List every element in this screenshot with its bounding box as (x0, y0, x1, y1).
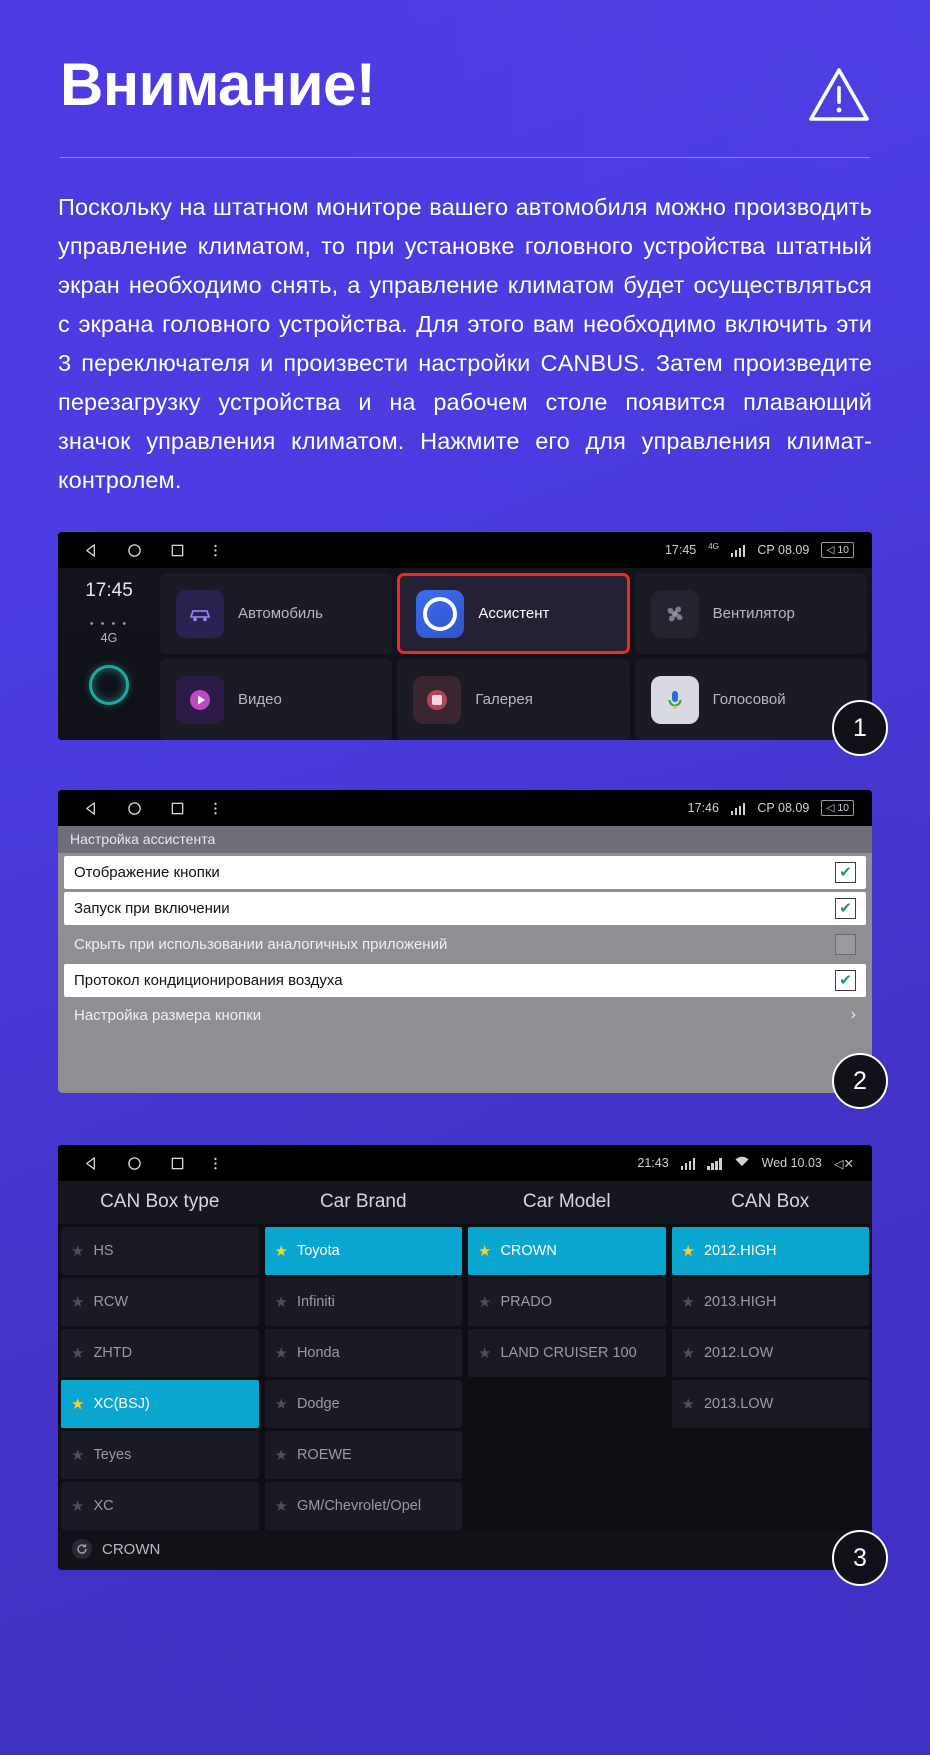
header-divider (60, 157, 870, 158)
list-item[interactable] (672, 1380, 870, 1428)
list-item[interactable] (61, 1329, 259, 1377)
list-item-label: XC (93, 1498, 114, 1514)
list-item[interactable] (61, 1431, 259, 1479)
assistant-settings-list (58, 826, 872, 1093)
tile-label: Видео (238, 691, 282, 708)
back-icon[interactable] (84, 543, 99, 558)
list-item-label: 2012.LOW (703, 1345, 774, 1361)
star-icon: ★ (71, 1395, 85, 1413)
list-item-label: ROEWE (296, 1447, 352, 1463)
tile-label: Ассистент (478, 605, 550, 622)
step-badge-2: 2 (832, 1053, 888, 1109)
screenshot-assistant-settings (58, 790, 872, 1093)
canbus-footer (58, 1530, 872, 1570)
setting-row-display-button[interactable] (64, 856, 866, 889)
step-badge-1: 1 (832, 700, 888, 756)
statusbar-1 (58, 532, 872, 568)
home-icon[interactable] (127, 543, 142, 558)
star-icon: ★ (681, 1293, 695, 1311)
column-header-can-box-type: CAN Box type (100, 1191, 220, 1212)
list-item[interactable] (672, 1278, 870, 1326)
battery-indicator: ◁ 10 (821, 800, 854, 816)
list-item[interactable] (265, 1482, 463, 1530)
wifi-icon (734, 1155, 750, 1171)
canbus-footer-label: CROWN (102, 1540, 161, 1558)
list-item-label: Honda (296, 1345, 340, 1361)
column-header-can-box: CAN Box (731, 1191, 810, 1212)
home-icon[interactable] (127, 1156, 142, 1171)
status-time: 17:46 (687, 801, 719, 815)
star-icon: ★ (681, 1242, 695, 1260)
body-paragraph: Поскольку на штатном мониторе вашего автомобиля можно производить управление климатом, то при установке головного устройства штатный экран необходимо снять, а управление климатом будет осуществляться с экрана головного устройства. Для этого вам необходимо включить эти 3 переключателя и произвести настройки CANBUS. Затем произведите перезагрузку устройства и на рабочем столе появится плавающий значок управления климатом. Нажмите его для управления климат-контролем. (58, 194, 872, 493)
more-options-icon[interactable] (213, 1156, 218, 1171)
tile-assistent[interactable] (397, 573, 629, 654)
list-item-empty (468, 1431, 666, 1479)
tile-video[interactable] (160, 659, 392, 740)
gallery-icon (413, 676, 461, 724)
home-icon[interactable] (127, 801, 142, 816)
star-icon: ★ (478, 1242, 492, 1260)
column-can-box-type (58, 1224, 262, 1530)
list-item-label: 2013.HIGH (703, 1294, 777, 1310)
side-clock: 17:45 (85, 580, 133, 601)
star-icon: ★ (71, 1497, 85, 1515)
star-icon: ★ (681, 1344, 695, 1362)
setting-label: Отображение кнопки (74, 864, 220, 881)
list-item-empty (672, 1482, 870, 1530)
mute-icon: ◁✕ (833, 1156, 854, 1171)
recents-icon[interactable] (170, 801, 185, 816)
status-time: 21:43 (637, 1156, 669, 1170)
checkbox-ac-protocol[interactable]: ✔ (835, 970, 856, 991)
status-date: CP 08.09 (757, 543, 810, 557)
list-item[interactable] (265, 1431, 463, 1479)
star-icon: ★ (274, 1497, 288, 1515)
chevron-right-icon[interactable]: › (850, 1006, 856, 1023)
launcher-home (58, 568, 872, 740)
microphone-icon (651, 676, 699, 724)
refresh-icon[interactable] (72, 1539, 92, 1559)
recents-icon[interactable] (170, 1156, 185, 1171)
column-can-box (669, 1224, 873, 1530)
statusbar-2 (58, 790, 872, 826)
launcher-tiles (160, 568, 872, 740)
assistant-orb-icon[interactable] (89, 665, 129, 705)
star-icon: ★ (274, 1344, 288, 1362)
android-nav-icons[interactable] (70, 801, 218, 816)
warning-triangle-icon (808, 66, 870, 129)
star-icon: ★ (478, 1344, 492, 1362)
list-item[interactable] (61, 1227, 259, 1275)
more-options-icon[interactable] (213, 801, 218, 816)
setting-label: Запуск при включении (74, 900, 230, 917)
checkbox-hide-similar-apps[interactable] (835, 934, 856, 955)
star-icon: ★ (274, 1293, 288, 1311)
list-item-selected[interactable] (61, 1380, 259, 1428)
tile-label: Галерея (475, 691, 533, 708)
car-icon (176, 590, 224, 638)
list-item-empty (672, 1431, 870, 1479)
list-item[interactable] (265, 1278, 463, 1326)
star-icon: ★ (478, 1293, 492, 1311)
tile-avtomobil[interactable] (160, 573, 392, 654)
setting-row-start-on-boot[interactable] (64, 892, 866, 925)
list-item-label: CROWN (500, 1243, 557, 1259)
screenshot-launcher (58, 532, 872, 740)
list-item[interactable] (265, 1329, 463, 1377)
step-badge-3: 3 (832, 1530, 888, 1586)
list-item-label: Toyota (296, 1243, 340, 1259)
side-signal-dots: • • • • (89, 618, 129, 630)
tile-galereya[interactable] (397, 659, 629, 740)
more-options-icon[interactable] (213, 543, 218, 558)
list-item-label: ZHTD (93, 1345, 133, 1361)
video-icon (176, 676, 224, 724)
tile-label: Автомобиль (238, 605, 323, 622)
back-icon[interactable] (84, 1156, 99, 1171)
list-item-label: HS (93, 1243, 114, 1259)
list-item[interactable] (61, 1482, 259, 1530)
star-icon: ★ (274, 1395, 288, 1413)
star-icon: ★ (681, 1395, 695, 1413)
list-item[interactable] (468, 1329, 666, 1377)
canbus-selector (58, 1181, 872, 1570)
column-car-model (465, 1224, 669, 1530)
recents-icon[interactable] (170, 543, 185, 558)
signal-icon-2 (707, 1157, 722, 1170)
setting-label: Скрыть при использовании аналогичных приложений (74, 936, 448, 953)
settings-section-title: Настройка ассистента (58, 826, 872, 853)
network-type-label: 4G (708, 542, 719, 552)
signal-icon-1 (681, 1157, 696, 1170)
list-item[interactable] (265, 1380, 463, 1428)
list-item-label: GM/Chevrolet/Opel (296, 1498, 422, 1514)
back-icon[interactable] (84, 801, 99, 816)
launcher-side-panel (58, 568, 160, 740)
list-item[interactable] (61, 1278, 259, 1326)
list-item-label: 2013.LOW (703, 1396, 774, 1412)
android-nav-icons[interactable] (70, 1156, 218, 1171)
signal-icon (731, 802, 746, 815)
side-network-label: 4G (100, 631, 118, 645)
star-icon: ★ (71, 1446, 85, 1464)
list-item-label: XC(BSJ) (93, 1396, 150, 1412)
list-item-label: Infiniti (296, 1294, 335, 1310)
checkbox-start-on-boot[interactable]: ✔ (835, 898, 856, 919)
tile-ventilyator[interactable] (635, 573, 867, 654)
column-header-car-brand: Car Brand (319, 1191, 407, 1212)
list-item-label: Dodge (296, 1396, 340, 1412)
tile-label: Голосовой (712, 691, 786, 708)
statusbar-3 (58, 1145, 872, 1181)
assistant-icon (416, 590, 464, 638)
list-item[interactable] (672, 1329, 870, 1377)
star-icon: ★ (274, 1446, 288, 1464)
checkbox-display-button[interactable]: ✔ (835, 862, 856, 883)
android-nav-icons[interactable] (70, 543, 218, 558)
screenshot-canbus-settings (58, 1145, 872, 1570)
status-date: CP 08.09 (757, 801, 810, 815)
fan-icon (651, 590, 699, 638)
list-item-selected[interactable] (468, 1227, 666, 1275)
column-car-brand (262, 1224, 466, 1530)
column-header-car-model: Car Model (522, 1191, 611, 1212)
page-title: Внимание! (60, 51, 376, 118)
list-item-label: Teyes (93, 1447, 132, 1463)
list-item-label: LAND CRUISER 100 (500, 1345, 637, 1361)
signal-icon (731, 544, 746, 557)
status-date: Wed 10.03 (761, 1156, 822, 1170)
list-item-selected[interactable] (672, 1227, 870, 1275)
list-item-empty (468, 1380, 666, 1428)
setting-label: Настройка размера кнопки (74, 1006, 262, 1024)
status-time: 17:45 (664, 543, 697, 557)
list-item-selected[interactable] (265, 1227, 463, 1275)
star-icon: ★ (71, 1293, 85, 1311)
battery-indicator: ◁ 10 (821, 542, 854, 558)
tile-label: Вентилятор (712, 605, 795, 622)
setting-label: Протокол кондиционирования воздуха (74, 972, 343, 989)
list-item-label: PRADO (500, 1294, 553, 1310)
star-icon: ★ (71, 1242, 85, 1260)
list-item-label: RCW (93, 1294, 129, 1310)
setting-row-hide-similar-apps[interactable] (64, 928, 866, 961)
star-icon: ★ (274, 1242, 288, 1260)
list-item[interactable] (468, 1278, 666, 1326)
list-item-empty (468, 1482, 666, 1530)
list-item-label: 2012.HIGH (703, 1243, 777, 1259)
setting-row-button-size[interactable] (64, 1000, 866, 1030)
canbus-column-headers (58, 1181, 872, 1224)
star-icon: ★ (71, 1344, 85, 1362)
header (0, 0, 930, 129)
setting-row-ac-protocol[interactable] (64, 964, 866, 997)
